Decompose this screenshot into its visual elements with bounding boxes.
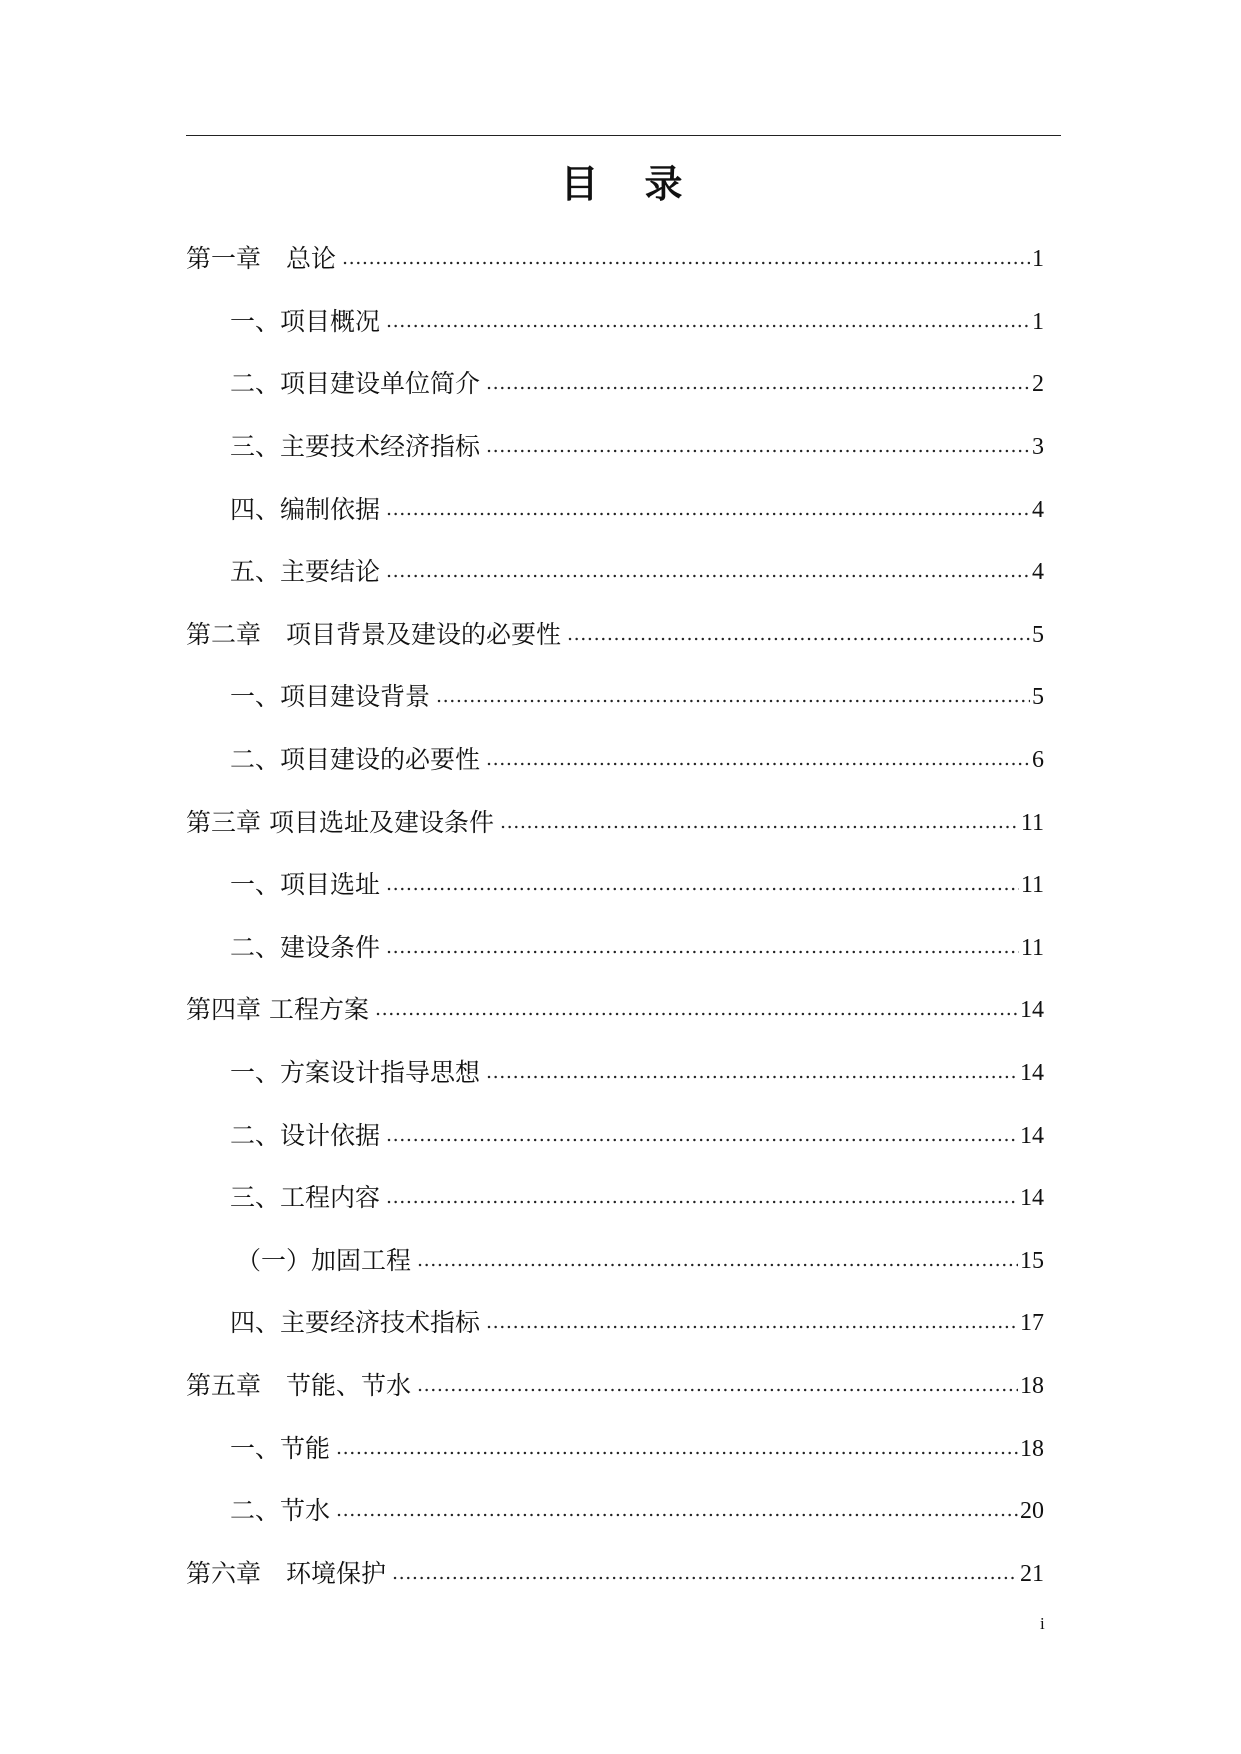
toc-dot-leader — [386, 305, 1030, 339]
toc-entry-page-number: 5 — [1032, 684, 1044, 711]
toc-entry-label: 三、工程内容 — [230, 1183, 381, 1213]
toc-entry-label: 一、项目概况 — [230, 306, 381, 336]
toc-section-entry[interactable] — [186, 1292, 1044, 1355]
toc-dot-leader — [336, 1494, 1018, 1528]
toc-entry-page-number: 14 — [1020, 997, 1044, 1024]
toc-chapter-entry[interactable] — [186, 791, 1044, 854]
toc-list — [186, 228, 1044, 1605]
toc-chapter-entry[interactable] — [186, 228, 1044, 291]
toc-section-entry[interactable] — [186, 353, 1044, 416]
toc-dot-leader — [386, 555, 1030, 589]
toc-section-entry[interactable] — [186, 917, 1044, 980]
toc-entry-label: 二、设计依据 — [230, 1120, 381, 1150]
toc-entry-label: 二、节水 — [230, 1496, 331, 1526]
toc-dot-leader — [436, 680, 1030, 714]
toc-entry-label: 一、节能 — [230, 1433, 331, 1463]
toc-entry-page-number: 6 — [1032, 747, 1044, 774]
toc-section-entry[interactable] — [186, 1042, 1044, 1105]
toc-dot-leader — [567, 618, 1030, 652]
toc-dot-leader — [386, 1119, 1018, 1153]
toc-entry-page-number: 4 — [1032, 559, 1044, 586]
toc-entry-page-number: 17 — [1020, 1310, 1044, 1337]
toc-section-entry[interactable] — [186, 1104, 1044, 1167]
toc-dot-leader — [386, 493, 1030, 527]
toc-section-entry[interactable] — [186, 1167, 1044, 1230]
toc-entry-page-number: 11 — [1020, 934, 1044, 961]
toc-dot-leader — [486, 1306, 1018, 1340]
toc-chapter-entry[interactable] — [186, 979, 1044, 1042]
toc-section-entry[interactable] — [186, 854, 1044, 917]
toc-dot-leader — [417, 1244, 1018, 1278]
toc-dot-leader — [342, 242, 1030, 276]
toc-entry-page-number: 5 — [1032, 621, 1044, 648]
toc-dot-leader — [417, 1369, 1018, 1403]
toc-section-entry[interactable] — [186, 1417, 1044, 1480]
toc-section-entry[interactable] — [186, 1480, 1044, 1543]
toc-section-entry[interactable] — [186, 666, 1044, 729]
toc-dot-leader — [386, 931, 1019, 965]
toc-dot-leader — [486, 743, 1030, 777]
toc-dot-leader — [386, 868, 1019, 902]
toc-entry-page-number: 1 — [1032, 246, 1044, 273]
toc-dot-leader — [500, 806, 1019, 840]
toc-entry-label: （一）加固工程 — [236, 1245, 412, 1275]
toc-entry-label: 三、主要技术经济指标 — [230, 432, 481, 462]
toc-section-entry[interactable] — [186, 729, 1044, 792]
toc-section-entry[interactable] — [186, 478, 1044, 541]
toc-chapter-entry[interactable] — [186, 1542, 1044, 1605]
toc-entry-label: 五、主要结论 — [230, 557, 381, 587]
header-rule — [186, 135, 1061, 136]
toc-section-entry[interactable] — [186, 416, 1044, 479]
toc-entry-page-number: 11 — [1020, 872, 1044, 899]
toc-entry-label: 四、主要经济技术指标 — [230, 1308, 481, 1338]
toc-dot-leader — [386, 1181, 1018, 1215]
toc-entry-page-number: 14 — [1020, 1060, 1044, 1087]
toc-chapter-entry[interactable] — [186, 1355, 1044, 1418]
toc-entry-page-number: 15 — [1020, 1247, 1044, 1274]
toc-entry-page-number: 20 — [1020, 1498, 1044, 1525]
toc-dot-leader — [336, 1432, 1018, 1466]
toc-entry-label: 二、项目建设单位简介 — [230, 369, 481, 399]
toc-entry-label: 第三章 项目选址及建设条件 — [186, 807, 494, 837]
toc-entry-label: 一、方案设计指导思想 — [230, 1058, 481, 1088]
toc-entry-label: 二、建设条件 — [230, 932, 381, 962]
toc-subsection-entry[interactable] — [186, 1230, 1044, 1293]
toc-chapter-entry[interactable] — [186, 604, 1044, 667]
toc-entry-page-number: 1 — [1032, 308, 1044, 335]
toc-section-entry[interactable] — [186, 291, 1044, 354]
toc-entry-label: 四、编制依据 — [230, 494, 381, 524]
toc-dot-leader — [486, 430, 1030, 464]
toc-entry-page-number: 3 — [1032, 434, 1044, 461]
toc-entry-page-number: 14 — [1020, 1122, 1044, 1149]
toc-entry-page-number: 18 — [1020, 1435, 1044, 1462]
toc-entry-label: 第六章 环境保护 — [186, 1558, 387, 1588]
toc-entry-page-number: 21 — [1020, 1560, 1044, 1587]
page-number: i — [1040, 1614, 1045, 1633]
toc-entry-label: 第四章 工程方案 — [186, 995, 369, 1025]
toc-dot-leader — [375, 993, 1018, 1027]
toc-entry-label: 一、项目建设背景 — [230, 682, 431, 712]
toc-section-entry[interactable] — [186, 541, 1044, 604]
toc-entry-page-number: 14 — [1020, 1185, 1044, 1212]
toc-entry-page-number: 18 — [1020, 1372, 1044, 1399]
toc-dot-leader — [486, 1056, 1018, 1090]
toc-dot-leader — [392, 1557, 1018, 1591]
toc-entry-page-number: 2 — [1032, 371, 1044, 398]
toc-entry-label: 二、项目建设的必要性 — [230, 745, 481, 775]
toc-dot-leader — [486, 367, 1030, 401]
page-title: 目 录 — [560, 161, 687, 206]
toc-entry-label: 第一章 总论 — [186, 244, 337, 274]
toc-entry-label: 第二章 项目背景及建设的必要性 — [186, 619, 562, 649]
toc-entry-page-number: 11 — [1020, 809, 1044, 836]
toc-entry-page-number: 4 — [1032, 496, 1044, 523]
toc-entry-label: 一、项目选址 — [230, 870, 381, 900]
toc-entry-label: 第五章 节能、节水 — [186, 1370, 412, 1400]
